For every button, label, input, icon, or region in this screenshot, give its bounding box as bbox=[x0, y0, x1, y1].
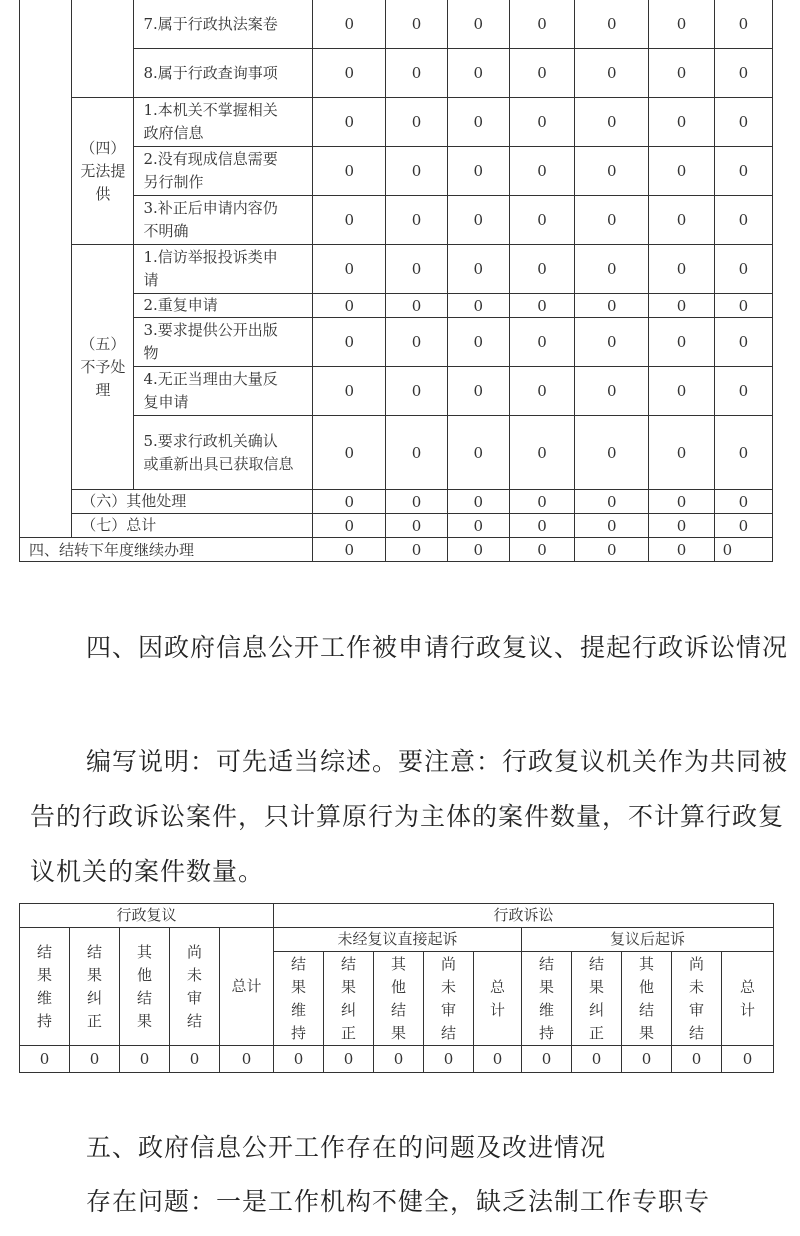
category-continuation-cell bbox=[72, 0, 134, 98]
row-value: 0 bbox=[386, 294, 447, 318]
row-value: 0 bbox=[714, 49, 772, 98]
section5-title-text: 五、政府信息公开工作存在的问题及改进情况 bbox=[86, 1133, 607, 1162]
table-cell-value: 0 bbox=[170, 1046, 220, 1073]
row-value: 0 bbox=[649, 416, 714, 490]
table-cell-value: 0 bbox=[474, 1046, 522, 1073]
row-value: 0 bbox=[714, 294, 772, 318]
row-value: 0 bbox=[575, 98, 649, 147]
category-not-processed: （五） 不予处 理 bbox=[72, 245, 134, 490]
row-label: 4.无正当理由大量反 复申请 bbox=[134, 367, 313, 416]
table-cell-value: 0 bbox=[722, 1046, 774, 1073]
row-value: 0 bbox=[714, 318, 772, 367]
col-after-pending: 尚 未 审 结 bbox=[672, 952, 722, 1046]
row-label: （六）其他处理 bbox=[72, 490, 313, 514]
table-cell-value: 0 bbox=[324, 1046, 374, 1073]
row-value: 0 bbox=[313, 147, 386, 196]
row-value: 0 bbox=[649, 367, 714, 416]
row-value: 0 bbox=[386, 416, 447, 490]
table-cell-value: 0 bbox=[572, 1046, 622, 1073]
row-label: 2.重复申请 bbox=[134, 294, 313, 318]
row-label: 8.属于行政查询事项 bbox=[134, 49, 313, 98]
row-value: 0 bbox=[649, 49, 714, 98]
col-review-maintain: 结 果 维 持 bbox=[20, 928, 70, 1046]
col-after-maintain: 结 果 维 持 bbox=[522, 952, 572, 1046]
row-value: 0 bbox=[447, 196, 509, 245]
row-value: 0 bbox=[447, 245, 509, 294]
row-value: 0 bbox=[509, 318, 574, 367]
row-value: 0 bbox=[649, 245, 714, 294]
table-cell-value: 0 bbox=[522, 1046, 572, 1073]
col-direct-other: 其 他 结 果 bbox=[374, 952, 424, 1046]
row-value: 0 bbox=[714, 0, 772, 49]
table-cell-value: 0 bbox=[672, 1046, 722, 1073]
row-value: 0 bbox=[447, 514, 509, 538]
row-value: 0 bbox=[509, 294, 574, 318]
row-value: 0 bbox=[447, 416, 509, 490]
row-value: 0 bbox=[649, 538, 714, 562]
row-value: 0 bbox=[575, 367, 649, 416]
col-direct-maintain: 结 果 维 持 bbox=[274, 952, 324, 1046]
section4-note: 编写说明：可先适当综述。要注意：行政复议机关作为共同被 告的行政诉讼案件，只计算原行为主体的案件数量，不计算行政复 议机关的案件数量。 bbox=[30, 747, 789, 886]
row-value: 0 bbox=[649, 318, 714, 367]
row-value: 0 bbox=[649, 490, 714, 514]
row-value: 0 bbox=[313, 49, 386, 98]
row-value: 0 bbox=[575, 416, 649, 490]
row-value: 0 bbox=[313, 245, 386, 294]
header-direct: 未经复议直接起诉 bbox=[274, 928, 522, 952]
row-value: 0 bbox=[509, 147, 574, 196]
row-value: 0 bbox=[447, 147, 509, 196]
section-continuation-cell bbox=[20, 0, 72, 538]
col-review-correct: 结 果 纠 正 bbox=[70, 928, 120, 1046]
category-unable-provide: （四） 无法提 供 bbox=[72, 98, 134, 245]
row-value: 0 bbox=[509, 367, 574, 416]
row-value: 0 bbox=[313, 0, 386, 49]
row-value: 0 bbox=[509, 49, 574, 98]
row-value: 0 bbox=[313, 98, 386, 147]
row-value: 0 bbox=[649, 98, 714, 147]
row-value: 0 bbox=[575, 0, 649, 49]
table-cell-value: 0 bbox=[70, 1046, 120, 1073]
row-value: 0 bbox=[447, 98, 509, 147]
row-label: 四、结转下年度继续办理 bbox=[20, 538, 313, 562]
row-value: 0 bbox=[447, 49, 509, 98]
col-direct-correct: 结 果 纠 正 bbox=[324, 952, 374, 1046]
row-value: 0 bbox=[386, 367, 447, 416]
col-direct-total: 总 计 bbox=[474, 952, 522, 1046]
row-label: 1.信访举报投诉类申 请 bbox=[134, 245, 313, 294]
row-value: 0 bbox=[386, 196, 447, 245]
table-row bbox=[20, 538, 773, 562]
row-value: 0 bbox=[386, 147, 447, 196]
row-value: 0 bbox=[386, 490, 447, 514]
row-label: 3.要求提供公开出版 物 bbox=[134, 318, 313, 367]
row-value: 0 bbox=[509, 416, 574, 490]
row-value: 0 bbox=[386, 0, 447, 49]
table-cell-value: 0 bbox=[374, 1046, 424, 1073]
row-value: 0 bbox=[386, 318, 447, 367]
col-after-total: 总 计 bbox=[722, 952, 774, 1046]
table-row bbox=[20, 245, 773, 294]
section5-text-line: 存在问题：一是工作机构不健全，缺乏法制工作专职专 bbox=[86, 1187, 711, 1216]
table-row bbox=[20, 0, 773, 49]
col-review-other: 其 他 结 果 bbox=[120, 928, 170, 1046]
row-label: 3.补正后申请内容仍 不明确 bbox=[134, 196, 313, 245]
row-value: 0 bbox=[386, 245, 447, 294]
row-value: 0 bbox=[575, 147, 649, 196]
row-value: 0 bbox=[509, 538, 574, 562]
header-after-review: 复议后起诉 bbox=[522, 928, 774, 952]
table-row bbox=[20, 514, 773, 538]
row-value: 0 bbox=[649, 147, 714, 196]
table-cell-value: 0 bbox=[20, 1046, 70, 1073]
row-value: 0 bbox=[714, 514, 772, 538]
table-cell-value: 0 bbox=[424, 1046, 474, 1073]
row-value: 0 bbox=[447, 318, 509, 367]
col-direct-pending: 尚 未 审 结 bbox=[424, 952, 474, 1046]
row-value: 0 bbox=[313, 367, 386, 416]
table-cell-value: 0 bbox=[120, 1046, 170, 1073]
row-value: 0 bbox=[447, 367, 509, 416]
row-value: 0 bbox=[313, 294, 386, 318]
row-value: 0 bbox=[714, 245, 772, 294]
row-value: 0 bbox=[386, 49, 447, 98]
section4-title: 四、因政府信息公开工作被申请行政复议、提起行政诉讼情况 bbox=[86, 633, 789, 662]
col-review-total: 总计 bbox=[220, 928, 274, 1046]
row-value: 0 bbox=[509, 196, 574, 245]
row-value: 0 bbox=[714, 416, 772, 490]
col-after-other: 其 他 结 果 bbox=[622, 952, 672, 1046]
table-cell-value: 0 bbox=[274, 1046, 324, 1073]
row-value: 0 bbox=[575, 196, 649, 245]
row-value: 0 bbox=[714, 538, 772, 562]
row-value: 0 bbox=[575, 490, 649, 514]
row-value: 0 bbox=[649, 294, 714, 318]
row-value: 0 bbox=[649, 514, 714, 538]
row-label: 2.没有现成信息需要 另行制作 bbox=[134, 147, 313, 196]
row-value: 0 bbox=[649, 0, 714, 49]
table-cell-value: 0 bbox=[622, 1046, 672, 1073]
row-value: 0 bbox=[575, 245, 649, 294]
table-row bbox=[20, 98, 773, 147]
row-value: 0 bbox=[649, 196, 714, 245]
col-review-pending: 尚 未 审 结 bbox=[170, 928, 220, 1046]
header-review: 行政复议 bbox=[20, 904, 274, 928]
table-cell-value: 0 bbox=[220, 1046, 274, 1073]
disposition-table bbox=[19, 0, 773, 562]
row-label: 1.本机关不掌握相关 政府信息 bbox=[134, 98, 313, 147]
row-value: 0 bbox=[575, 294, 649, 318]
row-value: 0 bbox=[575, 49, 649, 98]
row-value: 0 bbox=[714, 367, 772, 416]
table-row bbox=[20, 490, 773, 514]
row-value: 0 bbox=[714, 196, 772, 245]
row-value: 0 bbox=[313, 196, 386, 245]
row-label: 5.要求行政机关确认 或重新出具已获取信息 bbox=[134, 416, 313, 490]
row-value: 0 bbox=[714, 490, 772, 514]
row-value: 0 bbox=[509, 514, 574, 538]
review-litigation-table bbox=[19, 903, 774, 1073]
row-value: 0 bbox=[313, 318, 386, 367]
row-value: 0 bbox=[509, 0, 574, 49]
row-value: 0 bbox=[575, 318, 649, 367]
row-value: 0 bbox=[575, 538, 649, 562]
row-value: 0 bbox=[386, 98, 447, 147]
row-value: 0 bbox=[447, 490, 509, 514]
row-value: 0 bbox=[313, 490, 386, 514]
row-value: 0 bbox=[509, 98, 574, 147]
row-value: 0 bbox=[509, 245, 574, 294]
row-value: 0 bbox=[714, 147, 772, 196]
row-value: 0 bbox=[714, 98, 772, 147]
row-label: 7.属于行政执法案卷 bbox=[134, 0, 313, 49]
row-value: 0 bbox=[509, 490, 574, 514]
row-label: （七）总计 bbox=[72, 514, 313, 538]
header-litigation: 行政诉讼 bbox=[274, 904, 774, 928]
row-value: 0 bbox=[313, 514, 386, 538]
row-value: 0 bbox=[575, 514, 649, 538]
row-value: 0 bbox=[313, 416, 386, 490]
col-after-correct: 结 果 纠 正 bbox=[572, 952, 622, 1046]
row-value: 0 bbox=[313, 538, 386, 562]
row-value: 0 bbox=[386, 514, 447, 538]
row-value: 0 bbox=[447, 0, 509, 49]
row-value: 0 bbox=[447, 538, 509, 562]
row-value: 0 bbox=[447, 294, 509, 318]
row-value: 0 bbox=[386, 538, 447, 562]
